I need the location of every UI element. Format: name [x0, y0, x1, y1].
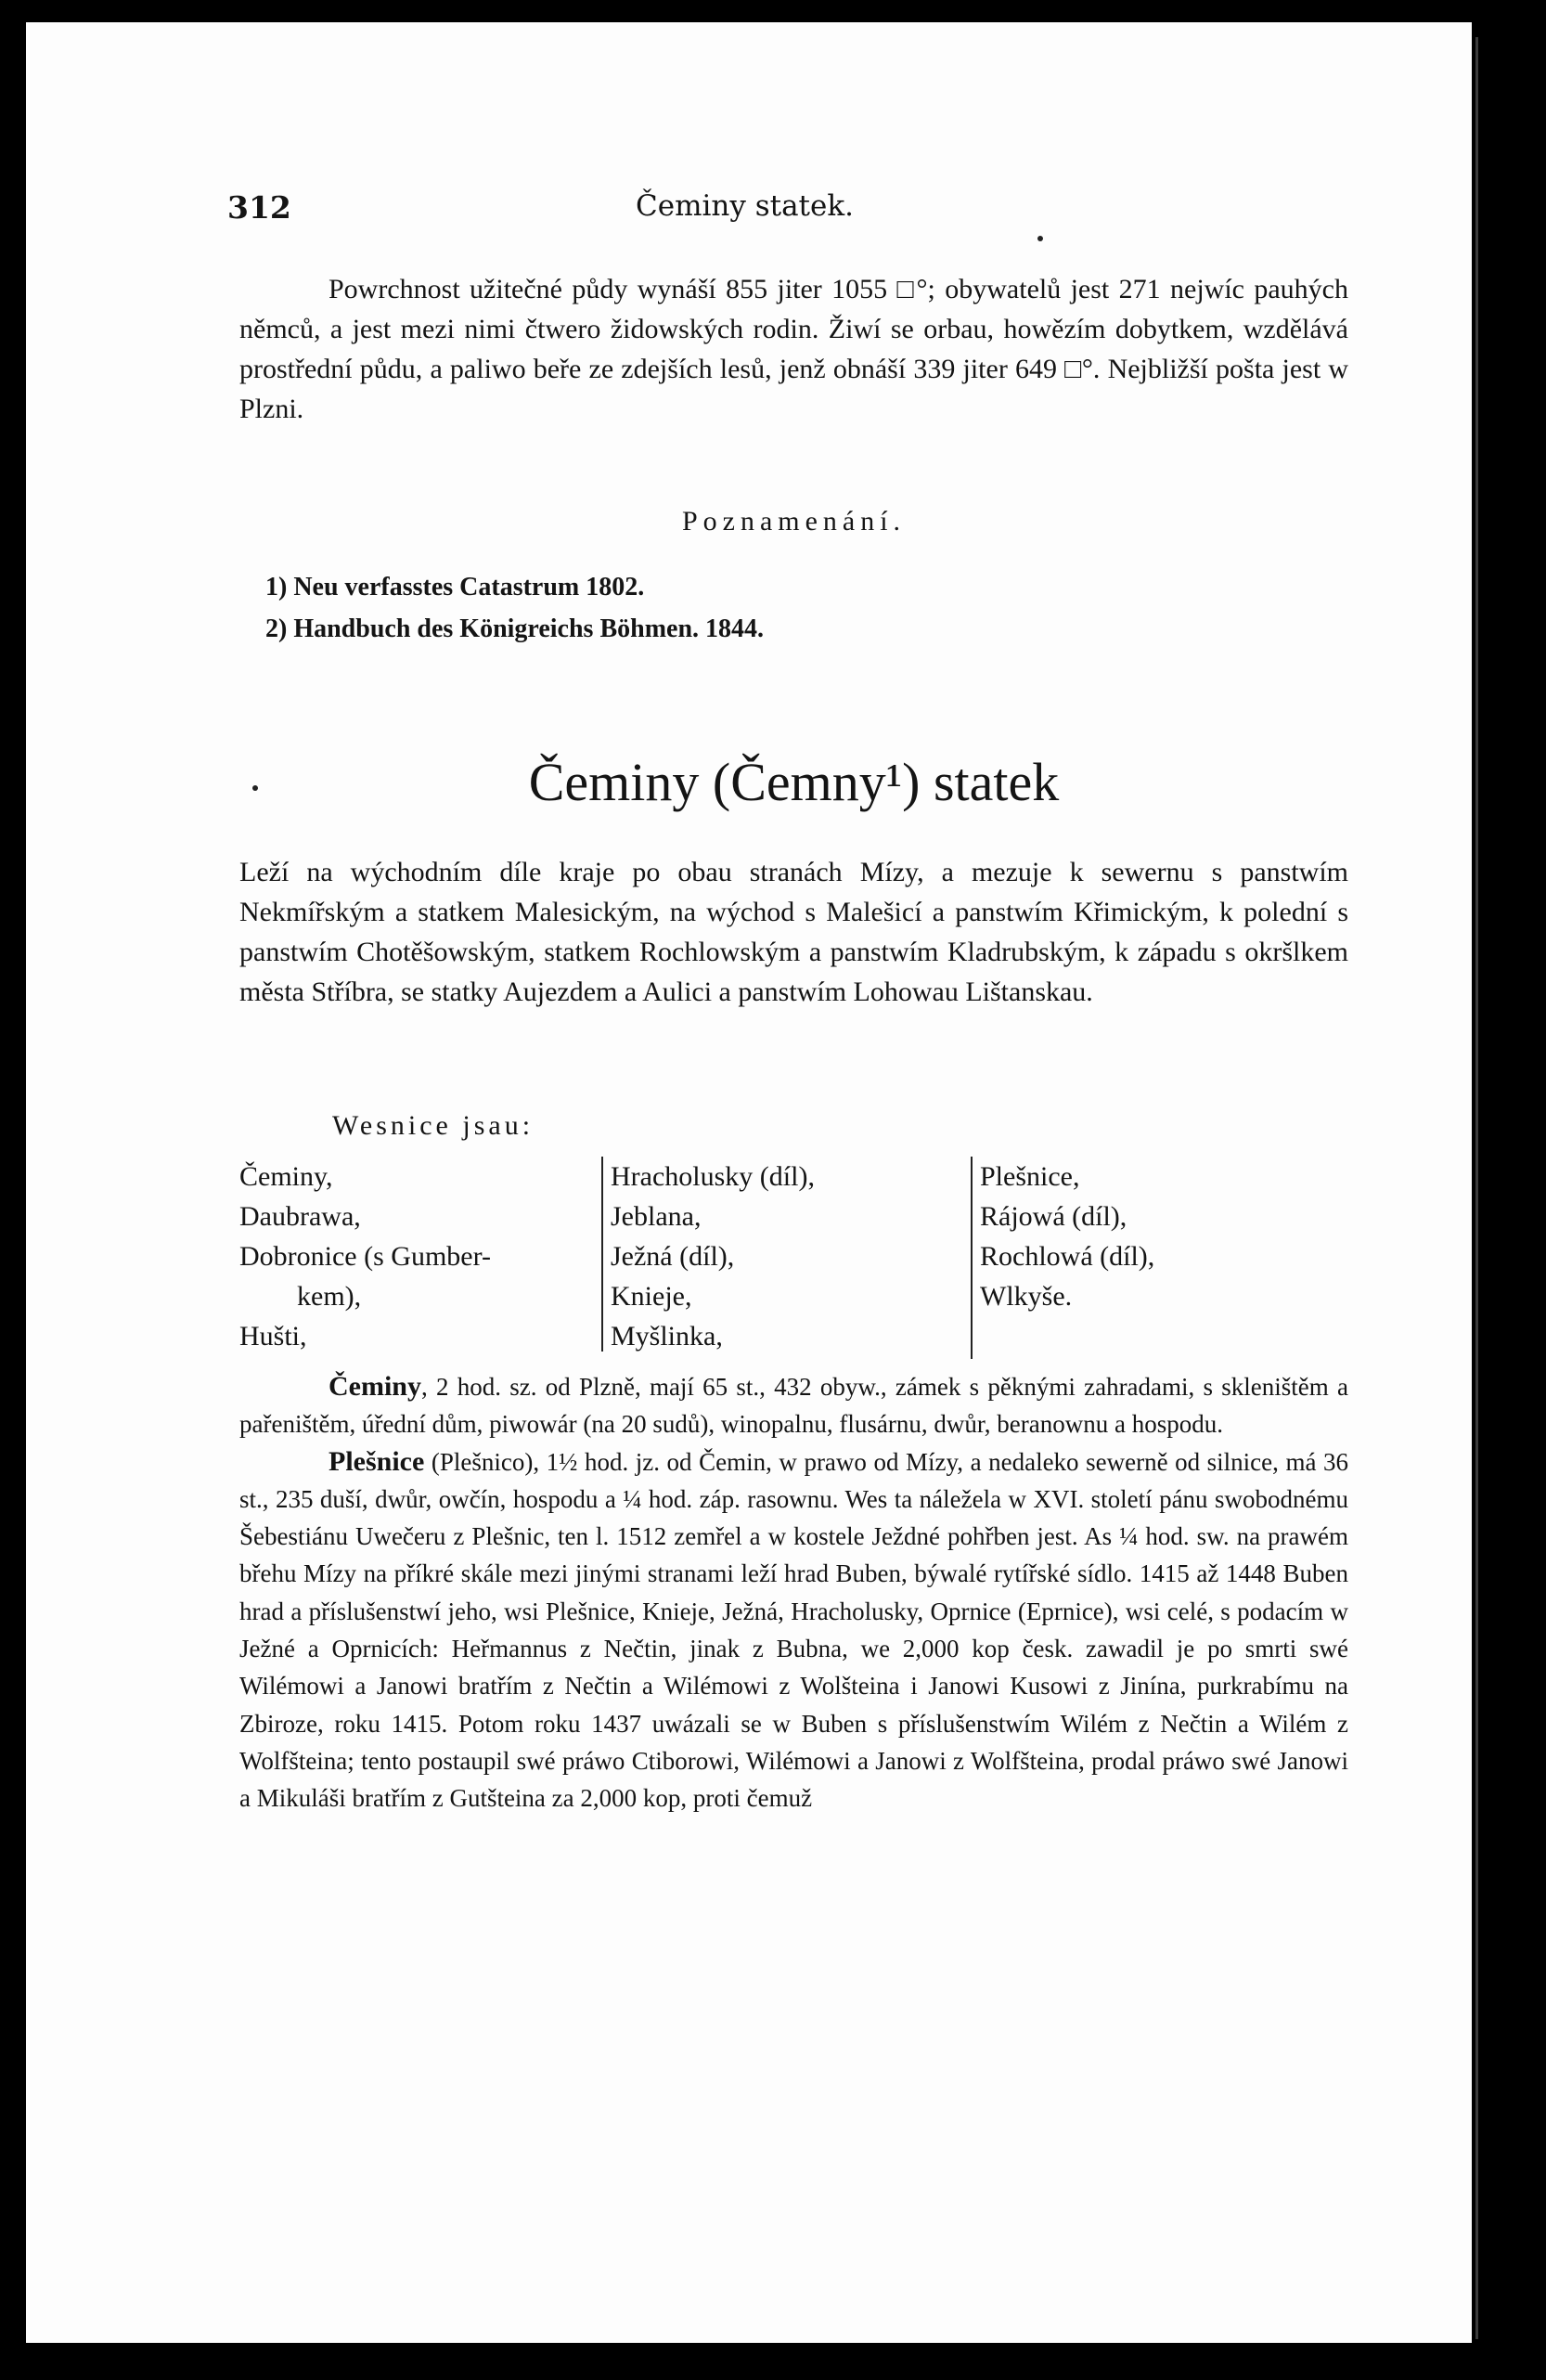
village-name: Hušti, — [239, 1321, 307, 1352]
page-number: 312 — [227, 189, 291, 226]
village-name: Rochlowá (díl), — [980, 1241, 1155, 1272]
villages-column-2 — [601, 1157, 968, 1352]
section-title: Čeminy (Čemny¹) statek — [528, 752, 1060, 812]
ink-speck — [1037, 236, 1043, 241]
village-name: Daubrawa, — [239, 1201, 361, 1232]
section-description — [239, 852, 1348, 1012]
entry-name: Plešnice — [329, 1445, 425, 1477]
village-name: Plešnice, — [980, 1161, 1080, 1192]
villages-column-3 — [971, 1157, 1258, 1359]
village-name: Myšlinka, — [611, 1321, 723, 1352]
village-name: Hracholusky (díl), — [611, 1161, 815, 1192]
villages-heading: Wesnice jsau: — [332, 1110, 535, 1141]
notes-heading: Poznamenání. — [681, 506, 907, 537]
village-name: Dobronice (s Gumber- — [239, 1241, 491, 1272]
entry-text: , 2 hod. sz. od Plzně, mají 65 st., 432 obyw., zámek s pěknými zahradami, s skleništěm a pařeništěm, úřední dům, piwowár (na 20 sudů), winopalnu, flusárnu, dwůr, beranownu a hospodu. — [239, 1373, 1348, 1439]
entry-plesnice — [239, 1443, 1348, 1817]
villages-column-1 — [239, 1157, 592, 1356]
village-name: Ježná (díl), — [611, 1241, 735, 1272]
village-entries — [239, 1368, 1348, 1817]
intro-text: Powrchnost užitečné půdy wynáší 855 jiter 1055 □°; obywatelů jest 271 nejwíc pauhých němců, a jest mezi nimi čtwero židowských rodin. Žiwí se orbau, howězím dobytkem, wzdělává prostřední půdu, a paliwo beře ze zdejších lesů, jenž obnáší 339 jiter 649 □°. Nejbližší pošta jest w Plzni. — [239, 274, 1348, 424]
page-header — [227, 189, 1350, 226]
binding-edge — [1475, 37, 1478, 2339]
village-name: Rájowá (díl), — [980, 1201, 1127, 1232]
village-name: Čeminy, — [239, 1161, 333, 1192]
description-text: Leží na wýchodním díle kraje po obau stranách Mízy, a mezuje k sewernu s panstwím Nekmířským a statkem Malesickým, na wýchod s Malešicí a panstwím Křimickým, k polední s panstwím Chotěšowským, statkem Rochlowským a panstwím Kladrubským, k západu s okršlkem města Stříbra, se statky Aujezdem a Aulici a panstwím Lohowau Lištanskau. — [239, 857, 1348, 1007]
entry-name: Čeminy — [329, 1371, 421, 1402]
village-name: Knieje, — [611, 1281, 692, 1312]
village-name: kem), — [297, 1281, 362, 1312]
running-title: Čeminy statek. — [636, 189, 854, 223]
village-name: Wlkyše. — [980, 1281, 1073, 1312]
note-item: 2) Handbuch des Königreichs Böhmen. 1844. — [265, 614, 765, 643]
entry-text: (Plešnico), 1½ hod. jz. od Čemin, w prawo od Mízy, a nedaleko sewerně od silnice, má 36 st., 235 duší, dwůr, owčín, hospodu a ¼ hod. záp. rasownu. Wes ta náležela w XVI. století pánu swobodnému Šebestiánu Uwečeru z Plešnic, ten l. 1512 zemřel a w kostele Ježdné pohřben jest. As ¼ hod. sw. na prawém břehu Mízy na příkré skále mezi jinými stranami leží hrad Buben, býwalé rytířské sídlo. 1415 až 1448 Buben hrad a příslušenstwí jeho, wsi Plešnice, Knieje, Ježná, Hracholusky, Oprnice (Eprnice), wsi celé, s podacím w Ježné a Oprnicích: Heřmannus z Nečtin, jinak z Bubna, we 2,000 kop česk. zawadil je po smrti swé Wilémowi a Janowi bratřím z Nečtin a Wilémowi z Wolšteina i Janowi Kusowi z Jinína, purkrabímu na Zbiroze, roku 1415. Potom roku 1437 uwázali se w Buben s příslušenstwím Wilém z Nečtin a Wilém z Wolfšteina; tento postaupil swé práwo Ctiborowi, Wilémowi a Janowi z Wolfšteina, prodal práwo swé Janowi a Mikuláši bratřím z Gutšteina za 2,000 kop, proti čemuž — [239, 1447, 1348, 1813]
notes-list — [265, 566, 1333, 650]
village-name: Jeblana, — [611, 1201, 702, 1232]
note-item: 1) Neu verfasstes Catastrum 1802. — [265, 573, 645, 601]
entry-ceminy — [239, 1368, 1348, 1443]
intro-paragraph — [239, 269, 1348, 429]
